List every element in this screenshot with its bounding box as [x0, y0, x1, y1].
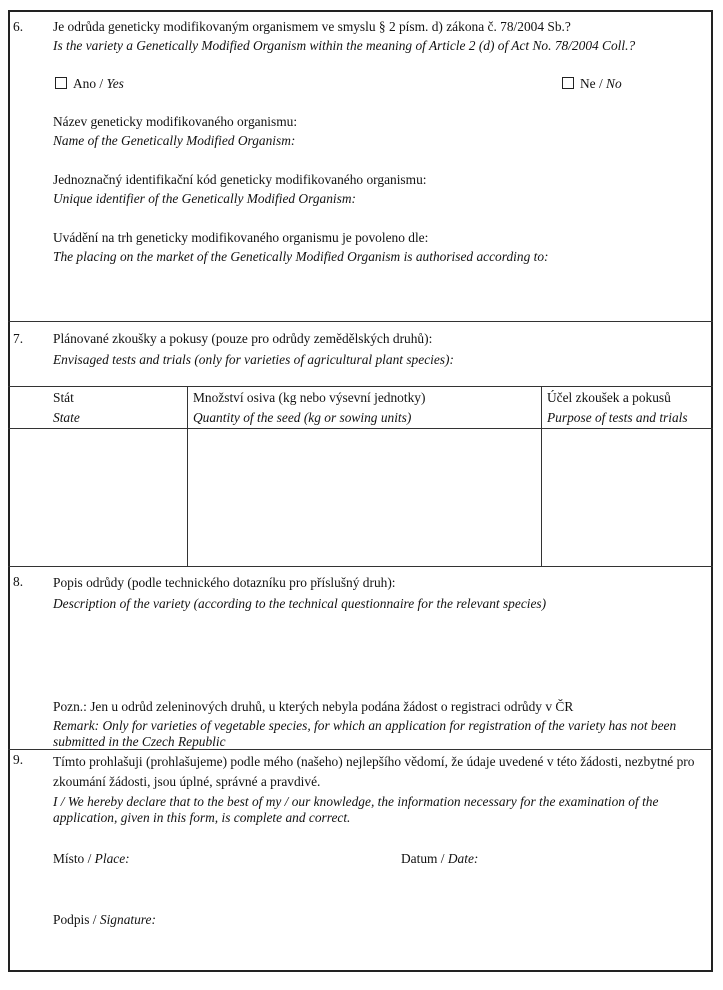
- divider: [8, 321, 713, 322]
- no-label: Ne / No: [580, 76, 622, 91]
- section-8-note-cz: Pozn.: Jen u odrůd zeleninových druhů, u kterých nebyla podána žádost o registraci odrůdy v ČR: [53, 699, 574, 714]
- divider: [8, 749, 713, 750]
- gmo-market-label-cz: Uvádění na trh geneticky modifikovaného organismu je povoleno dle:: [53, 230, 429, 245]
- section-7-title-cz: Plánované zkoušky a pokusy (pouze pro odrůdy zemědělských druhů):: [53, 331, 433, 346]
- table-column-divider: [541, 386, 542, 566]
- gmo-id-label-en: Unique identifier of the Genetically Modified Organism:: [53, 191, 356, 206]
- place-label: Místo / Place:: [53, 851, 130, 866]
- section-7-title-en: Envisaged tests and trials (only for varieties of agricultural plant species):: [53, 352, 454, 367]
- section-8-title-cz: Popis odrůdy (podle technického dotazníku pro příslušný druh):: [53, 575, 396, 590]
- column-header-state-en: State: [53, 410, 80, 425]
- quantity-input-cell[interactable]: [189, 430, 540, 564]
- gmo-name-label-cz: Název geneticky modifikovaného organismu:: [53, 114, 298, 129]
- section-9-declaration-cz: Tímto prohlašuji (prohlašujeme) podle mého (našeho) nejlepšího vědomí, že údaje uvedené v této žádosti, nezbytné pro zkoumání žádosti, jsou úplné, správné a pravdivé.: [53, 754, 695, 789]
- gmo-name-label-en: Name of the Genetically Modified Organism:: [53, 133, 296, 148]
- yes-label: Ano / Yes: [73, 76, 124, 91]
- section-6-number: 6.: [13, 19, 24, 34]
- section-8-title-en: Description of the variety (according to the technical questionnaire for the relevant species): [53, 596, 547, 611]
- section-9-declaration-en: I / We hereby declare that to the best of my / our knowledge, the information necessary for the examination of the application, given in this form, is complete and correct.: [53, 794, 659, 825]
- section-8-number: 8.: [13, 574, 24, 589]
- signature-label: Podpis / Signature:: [53, 912, 156, 927]
- section-9-number: 9.: [13, 752, 24, 767]
- gmo-market-label-en: The placing on the market of the Genetically Modified Organism is authorised according to:: [53, 249, 549, 264]
- section-7-number: 7.: [13, 331, 24, 346]
- state-input-cell[interactable]: [10, 430, 186, 564]
- date-label: Datum / Date:: [401, 851, 479, 866]
- column-header-state-cz: Stát: [53, 390, 74, 405]
- section-6-question-en: Is the variety a Genetically Modified Organism within the meaning of Article 2 (d) of Act No. 78/2004 Coll.?: [53, 38, 636, 53]
- table-header-border: [8, 428, 713, 429]
- column-header-purpose-cz: Účel zkoušek a pokusů: [547, 390, 671, 405]
- purpose-input-cell[interactable]: [543, 430, 711, 564]
- yes-checkbox[interactable]: [55, 77, 67, 89]
- gmo-id-label-cz: Jednoznačný identifikační kód geneticky modifikovaného organismu:: [53, 172, 427, 187]
- column-header-purpose-en: Purpose of tests and trials: [547, 410, 688, 425]
- section-8-note-en: Remark: Only for varieties of vegetable species, for which an application for registration of the variety has not been submitted in the Czech Republic: [53, 718, 677, 749]
- column-header-quantity-en: Quantity of the seed (kg or sowing units): [193, 410, 412, 425]
- no-checkbox[interactable]: [562, 77, 574, 89]
- column-header-quantity-cz: Množství osiva (kg nebo výsevní jednotky): [193, 390, 426, 405]
- section-6-question-cz: Je odrůda geneticky modifikovaným organismem ve smyslu § 2 písm. d) zákona č. 78/2004 Sb.?: [53, 19, 571, 34]
- table-column-divider: [187, 386, 188, 566]
- table-top-border: [8, 386, 713, 387]
- divider: [8, 566, 713, 567]
